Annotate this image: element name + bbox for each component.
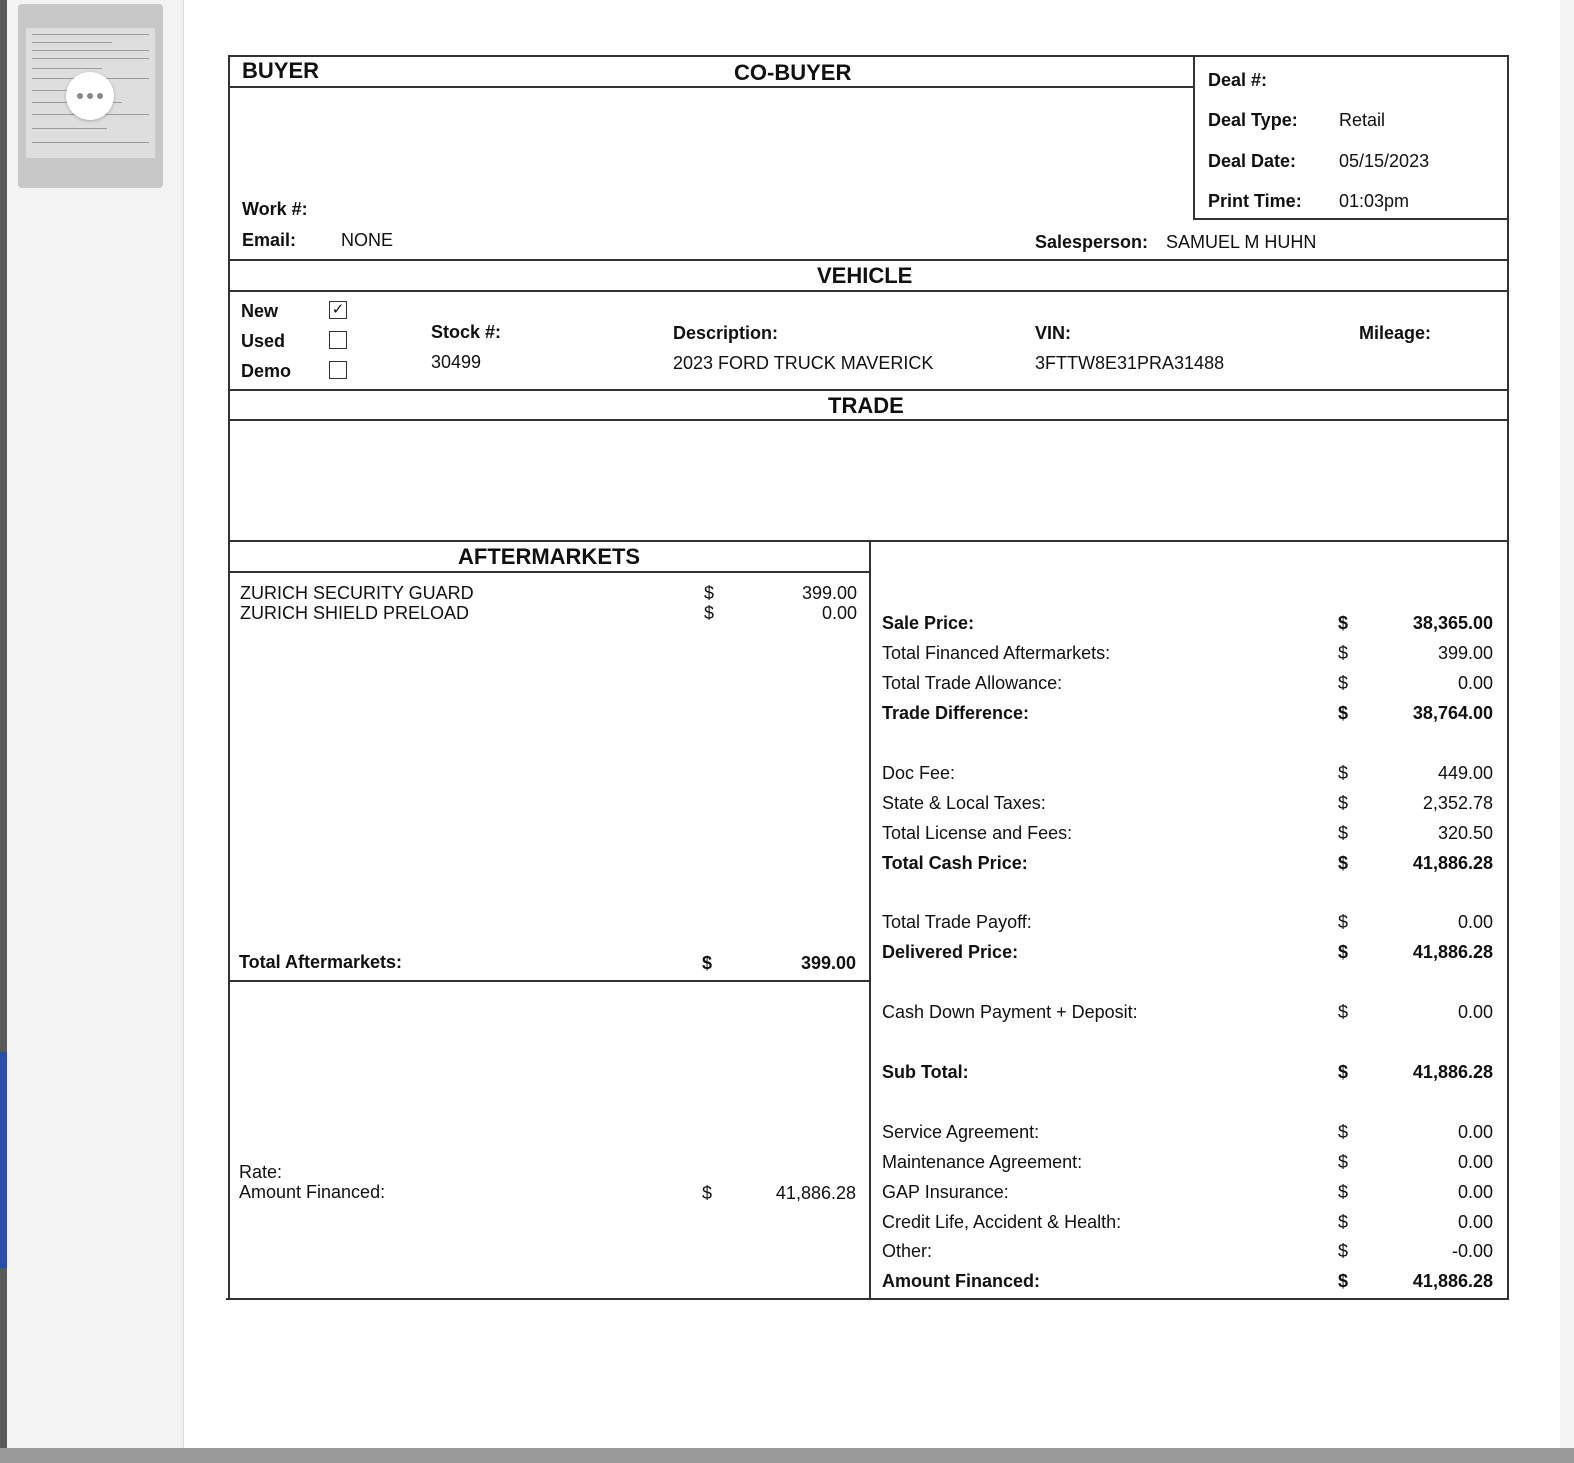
deal-date-value: 05/15/2023 [1339,151,1430,171]
trade-header: TRADE [828,393,904,418]
demo-checkbox[interactable] [329,361,347,379]
amount-financed-currency: $ [702,1183,713,1203]
totals-row-label: State & Local Taxes: [882,793,1046,813]
cobuyer-header: CO-BUYER [734,60,852,85]
totals-row-amount: 38,764.00 [1412,703,1493,723]
used-checkbox[interactable] [329,331,347,349]
totals-row-label: Total Cash Price: [882,853,1028,873]
mileage-label: Mileage: [1359,323,1432,343]
aftermarket-item-name: ZURICH SHIELD PRELOAD [240,603,470,623]
thumbnail-sidebar[interactable] [7,0,184,1448]
totals-row-amount: 449.00 [1437,763,1493,783]
totals-row-amount: 0.00 [1457,1182,1493,1202]
totals-row-currency: $ [1338,763,1349,783]
document-viewer[interactable] [184,0,1560,1448]
totals-row-currency: $ [1338,1241,1349,1261]
totals-row-currency: $ [1338,1152,1349,1172]
totals-row-label: Credit Life, Accident & Health: [882,1212,1122,1232]
totals-row-currency: $ [1338,853,1349,873]
new-checkbox[interactable]: ✓ [329,301,347,319]
totals-row-label: Amount Financed: [882,1271,1040,1291]
deal-date-label: Deal Date: [1208,151,1297,171]
aftermarkets-header: AFTERMARKETS [458,544,641,569]
totals-row-amount: 41,886.28 [1412,1062,1493,1082]
totals-row-amount: 0.00 [1457,912,1493,932]
totals-row-label: Service Agreement: [882,1122,1040,1142]
buyer-header: BUYER [242,58,320,83]
totals-row-amount: 0.00 [1457,1122,1493,1142]
left-window-edge [0,0,7,1463]
totals-row-label: Delivered Price: [882,942,1019,962]
totals-row-label: Other: [882,1241,933,1261]
dot-icon [87,93,93,99]
totals-row-currency: $ [1338,793,1349,813]
totals-row-amount: 41,886.28 [1412,853,1493,873]
totals-row-amount: 41,886.28 [1412,1271,1493,1291]
totals-row-label: Maintenance Agreement: [882,1152,1083,1172]
vin-value: 3FTTW8E31PRA31488 [1035,353,1225,373]
totals-row-currency: $ [1338,673,1349,693]
totals-row-label: Total License and Fees: [882,823,1073,843]
aftermarket-item-name: ZURICH SECURITY GUARD [240,583,474,603]
totals-row-amount: 41,886.28 [1412,942,1493,962]
totals-row-label: Sub Total: [882,1062,969,1082]
dot-icon [77,93,83,99]
total-aftermarkets-currency: $ [702,953,713,973]
print-time-label: Print Time: [1208,191,1302,211]
deal-number-label: Deal #: [1208,70,1268,90]
aftermarket-item-currency: $ [704,583,715,603]
totals-row-label: Total Financed Aftermarkets: [882,643,1111,663]
totals-row-amount: 320.50 [1437,823,1493,843]
totals-row-currency: $ [1338,1002,1349,1022]
email-label: Email: [242,230,297,250]
email-value: NONE [341,230,394,250]
totals-row-currency: $ [1338,1062,1349,1082]
totals-row-label: GAP Insurance: [882,1182,1009,1202]
aftermarket-item-currency: $ [704,603,715,623]
totals-row-currency: $ [1338,912,1349,932]
totals-row-label: Trade Difference: [882,703,1030,723]
amount-financed-label: Amount Financed: [239,1182,386,1202]
totals-row-currency: $ [1338,643,1349,663]
more-options-button[interactable] [66,72,114,120]
rate-label: Rate: [239,1162,283,1182]
salesperson-value: SAMUEL M HUHN [1166,232,1317,252]
vin-label: VIN: [1035,323,1071,343]
vehicle-header: VEHICLE [817,263,913,288]
totals-row-currency: $ [1338,1122,1349,1142]
totals-row-amount: 0.00 [1457,1212,1493,1232]
totals-row-label: Total Trade Allowance: [882,673,1063,693]
description-label: Description: [673,323,779,343]
totals-row-label: Cash Down Payment + Deposit: [882,1002,1138,1022]
demo-label: Demo [241,361,292,381]
print-time-value: 01:03pm [1339,191,1410,211]
aftermarket-item-amount: 399.00 [801,583,857,603]
total-aftermarkets-amount: 399.00 [800,953,856,973]
stock-label: Stock #: [431,322,502,342]
bottom-bar [0,1448,1574,1463]
totals-row-currency: $ [1338,942,1349,962]
right-scrollbar[interactable] [1560,0,1574,1463]
deal-type-label: Deal Type: [1208,110,1298,130]
aftermarket-item-amount: 0.00 [821,603,857,623]
left-accent-strip [0,1052,7,1268]
salesperson-label: Salesperson: [1035,232,1149,252]
description-value: 2023 FORD TRUCK MAVERICK [673,353,934,373]
used-label: Used [241,331,286,351]
totals-row-amount: 0.00 [1457,673,1493,693]
new-label: New [241,301,279,321]
totals-row-currency: $ [1338,1271,1349,1291]
totals-row-label: Sale Price: [882,613,975,633]
dot-icon [97,93,103,99]
totals-row-amount: 38,365.00 [1412,613,1493,633]
totals-row-amount: -0.00 [1451,1241,1493,1261]
totals-row-label: Total Trade Payoff: [882,912,1032,932]
deal-type-value: Retail [1339,110,1386,130]
total-aftermarkets-label: Total Aftermarkets: [239,952,403,972]
totals-row-amount: 0.00 [1457,1152,1493,1172]
totals-row-currency: $ [1338,703,1349,723]
stock-value: 30499 [431,352,482,372]
totals-row-currency: $ [1338,1182,1349,1202]
totals-row-amount: 0.00 [1457,1002,1493,1022]
totals-row-amount: 2,352.78 [1422,793,1493,813]
work-number-label: Work #: [242,199,308,219]
totals-row-label: Doc Fee: [882,763,956,783]
totals-row-currency: $ [1338,823,1349,843]
totals-row-currency: $ [1338,613,1349,633]
totals-row-amount: 399.00 [1437,643,1493,663]
totals-row-currency: $ [1338,1212,1349,1232]
page-thumbnail[interactable] [18,4,163,188]
amount-financed-amount: 41,886.28 [775,1183,856,1203]
